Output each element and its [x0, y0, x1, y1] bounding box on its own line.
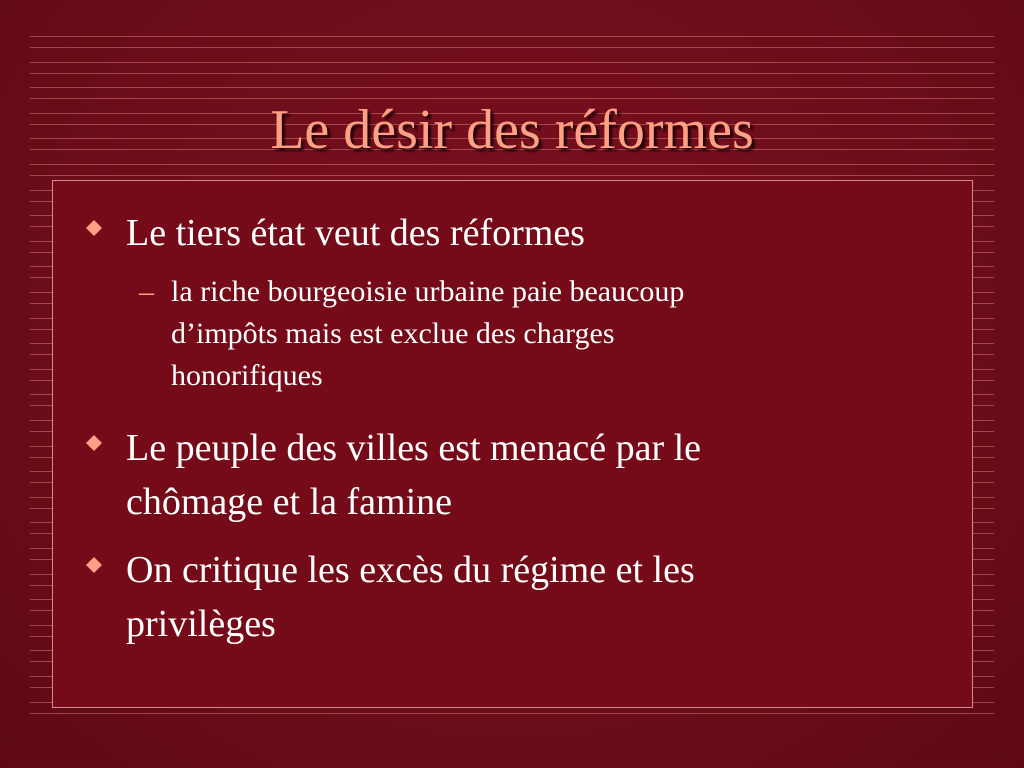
diamond-icon — [86, 220, 102, 236]
content-box — [52, 180, 973, 708]
bullet-item — [126, 206, 916, 260]
sub-bullet-text: honorifiques — [171, 359, 323, 392]
dash-marker: – — [139, 275, 154, 308]
slide-title: Le désir des réformes — [270, 99, 754, 161]
bullet-text: Le tiers état veut des réformes — [126, 212, 585, 254]
sub-bullet-text: d’impôts mais est exclue des charges — [171, 317, 615, 350]
bullet-item — [126, 421, 916, 529]
sub-bullet-item — [139, 271, 951, 397]
background-stripe — [30, 62, 994, 74]
diamond-icon — [86, 435, 102, 451]
background-stripe — [30, 36, 994, 48]
bullet-item — [126, 543, 916, 651]
bullet-text: privilèges — [126, 603, 276, 645]
bullet-text: chômage et la famine — [126, 481, 453, 523]
sub-bullet-text: la riche bourgeoisie urbaine paie beaucoup — [171, 275, 685, 308]
bullet-text: Le peuple des villes est menacé par le — [126, 427, 702, 469]
diamond-icon — [86, 557, 102, 573]
bullet-text: On critique les excès du régime et les — [126, 549, 695, 591]
